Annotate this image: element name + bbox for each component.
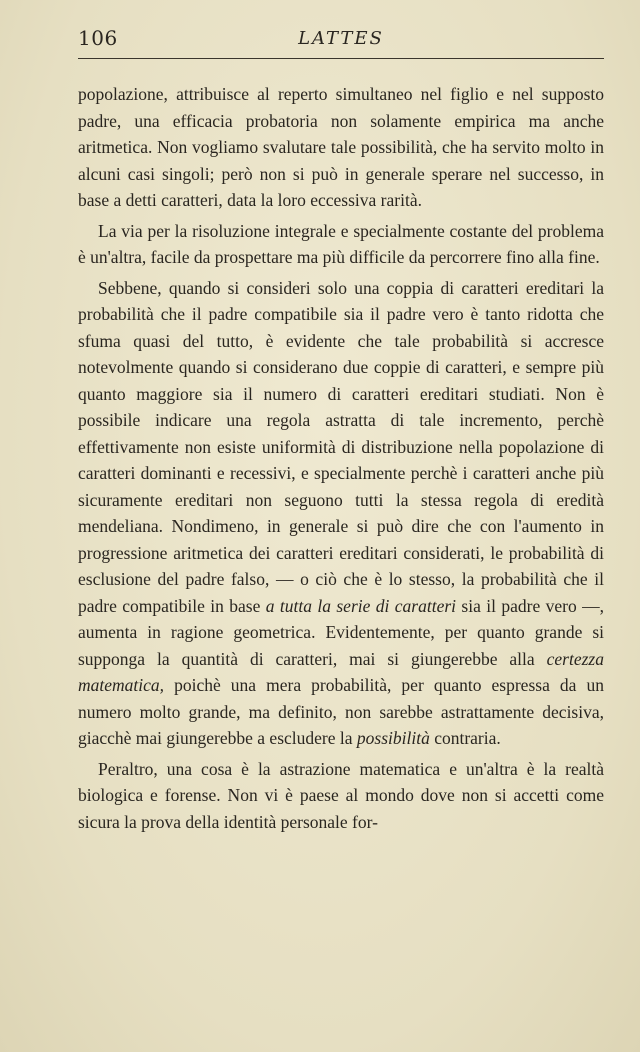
paragraph-text: contraria. [429,728,501,748]
book-page [78,26,604,839]
italic-phrase: a tutta la serie di caratteri [265,595,457,616]
paragraph-1 [78,81,604,214]
italic-phrase: certezza matematica, [78,648,604,695]
page-number: 106 [78,26,118,50]
italic-phrase: possibilità [356,728,430,748]
body-text [78,81,604,835]
running-head: LATTES [298,28,384,49]
paragraph-text: Peraltro, una cosa è la astrazione matematica e un'altra è la realtà biologica e forense. Non vi è paese al mondo dove non si accetti come sicura la prova della identità personale for- [78,758,604,832]
paragraph-4 [78,756,604,836]
paragraph-text: sia il padre vero —, aumenta in ragione geometrica. Evidentemente, per quanto grande si supponga la quantità di caratteri, mai si giungerebbe alla [78,595,604,669]
paragraph-3 [78,275,604,752]
paragraph-text: Sebbene, quando si consideri solo una coppia di caratteri ereditari la probabilità che il padre compatibile sia il padre vero è tanto ridotta che sfuma quasi del tutto, è evidente che tale probabilità si accresce notevolmente quando si considerano due coppie di caratteri, e sempre più quanto maggiore sia il numero di caratteri ereditari studiati. Non è possibile indicare una regola astratta di tale incremento, perchè effettivamente non esiste uniformità di distribuzione nella popolazione di caratteri dominanti e recessivi, e specialmente perchè i caratteri anche più sicuramente ereditari non seguono tutti la stessa regola di eredità mendeliana. Nondimeno, in generale si può dire che con l'aumento in progressione aritmetica dei caratteri ereditari considerati, le probabilità di esclusione del padre falso, — o ciò che è lo stesso, la probabilità che il padre compatibile in base [78,277,604,616]
paragraph-text: popolazione, attribuisce al reperto simultaneo nel figlio e nel supposto padre, una efficacia probatoria non solamente empirica ma anche aritmetica. Non vogliamo svalutare tale possibilità, che ha servito molto in alcuni casi singoli; però non si può in generale sperare nel successo, in base a detti caratteri, data la loro eccessiva rarità. [78,84,604,210]
page-header [78,26,604,59]
paragraph-2 [78,218,604,271]
paragraph-text: poichè una mera probabilità, per quanto espressa da un numero molto grande, ma definito, non sarebbe astrattamente decisiva, giacchè mai giungerebbe a escludere la [78,675,604,748]
paragraph-text: La via per la risoluzione integrale e specialmente costante del problema è un'altra, facile da prospettare ma più difficile da percorrere fino alla fine. [78,220,604,267]
